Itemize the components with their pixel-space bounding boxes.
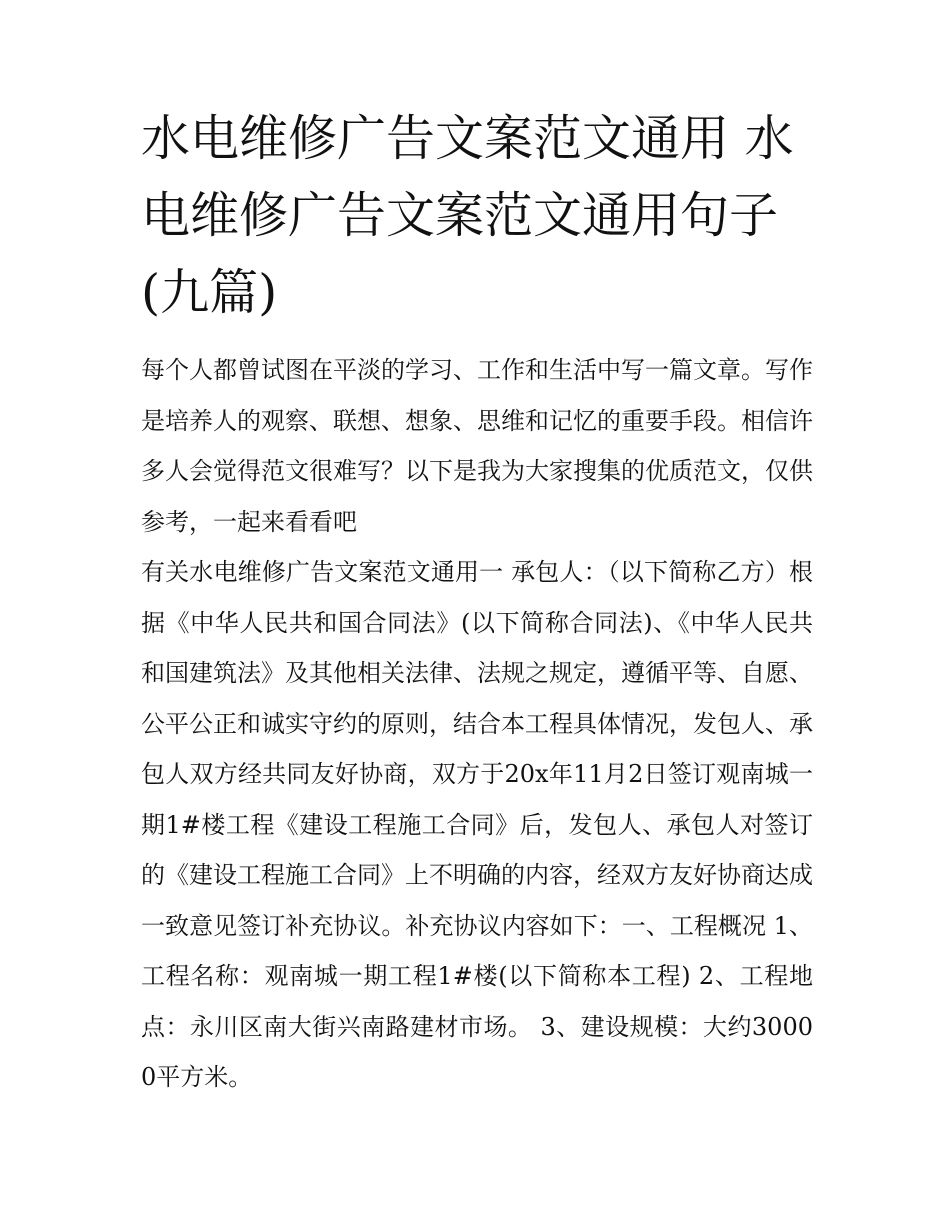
document-title: 水电维修广告文案范文通用 水电维修广告文案范文通用句子(九篇): [141, 110, 794, 321]
intro-paragraph: 每个人都曾试图在平淡的学习、工作和生活中写一篇文章。写作是培养人的观察、联想、想象、思维和记忆的重要手段。相信许多人会觉得范文很难写？以下是我为大家搜集的优质范文，仅供参考，一起来看看吧: [141, 356, 813, 536]
document-page: [141, 100, 813, 1103]
document-body: [141, 345, 813, 1103]
article-paragraph: 有关水电维修广告文案范文通用一 承包人：（以下简称乙方）根据《中华人民共和国合同法》(以下简称合同法)、《中华人民共和国建筑法》及其他相关法律、法规之规定，遵循平等、自愿、公平公正和诚实守约的原则，结合本工程具体情况，发包人、承包人双方经共同友好协商，双方于20x年11月2日签订观南城一期1#楼工程《建设工程施工合同》后，发包人、承包人对签订的《建设工程施工合同》上不明确的内容，经双方友好协商达成一致意见签订补充协议。补充协议内容如下：一、工程概况 1、工程名称：观南城一期工程1#楼(以下简称本工程) 2、工程地点：永川区南大街兴南路建材市场。 3、建设规模：大约30000平方米。: [141, 558, 813, 1091]
